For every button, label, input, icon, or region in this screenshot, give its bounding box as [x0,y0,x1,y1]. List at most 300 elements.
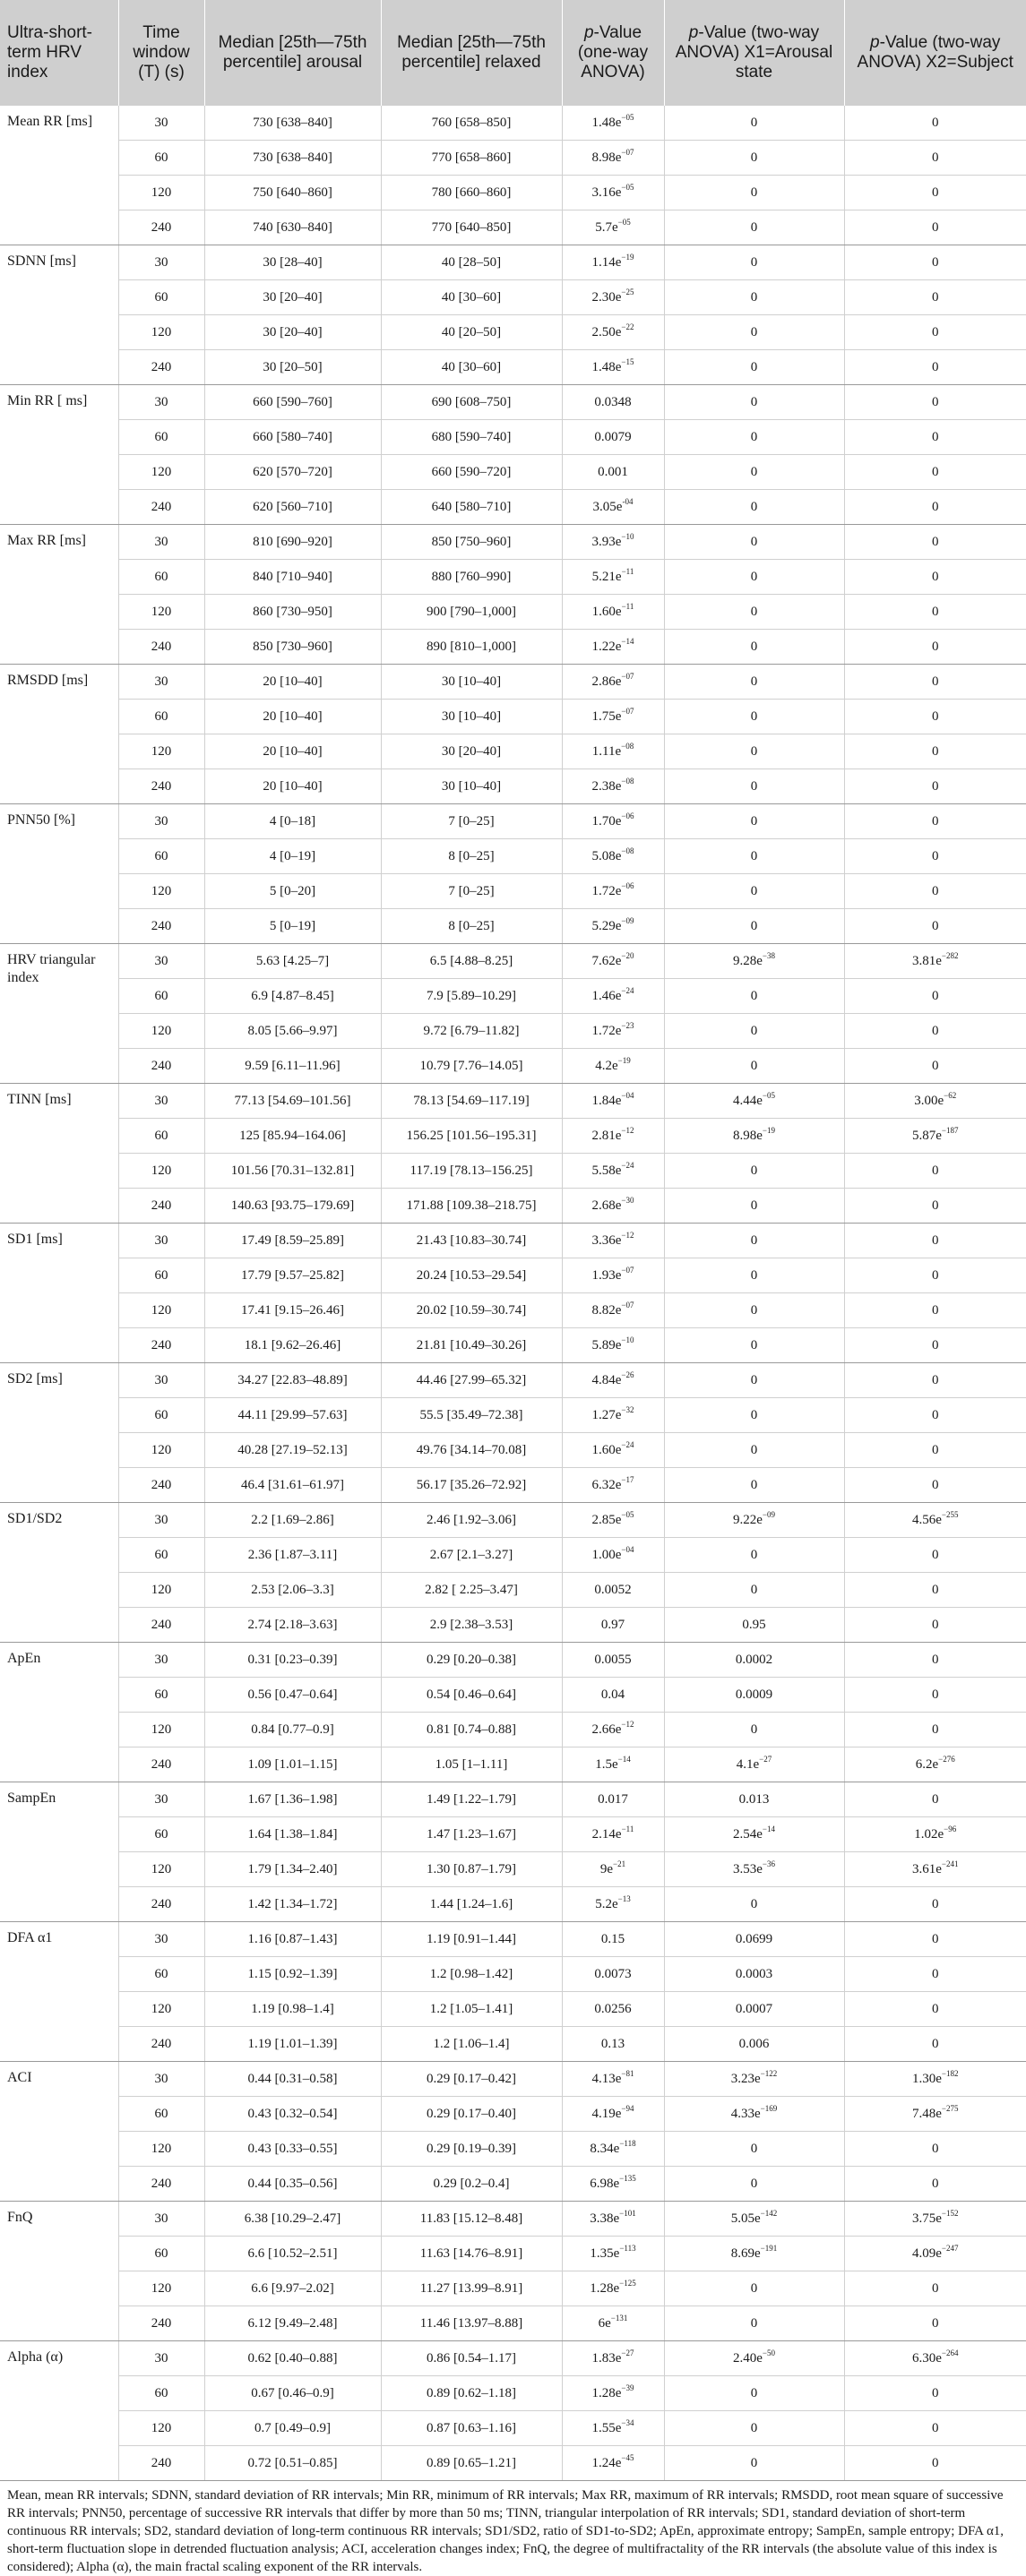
time-window-cell: 120 [118,1154,204,1189]
pvalue-x2-cell: 0 [844,385,1026,420]
time-window-cell: 30 [118,804,204,839]
relaxed-cell: 20.24 [10.53–29.54] [381,1258,562,1293]
pvalue-x1-cell: 0 [664,1887,844,1922]
table-row [0,630,1026,665]
relaxed-cell: 20.02 [10.59–30.74] [381,1293,562,1328]
table-body [0,106,1026,2481]
time-window-cell: 60 [118,141,204,176]
arousal-cell: 1.16 [0.87–1.43] [204,1922,381,1957]
time-window-cell: 60 [118,1538,204,1573]
arousal-cell: 2.53 [2.06–3.3] [204,1573,381,1608]
relaxed-cell: 2.9 [2.38–3.53] [381,1608,562,1643]
arousal-cell: 9.59 [6.11–11.96] [204,1049,381,1084]
time-window-cell: 240 [118,2167,204,2202]
time-window-cell: 30 [118,2341,204,2376]
pvalue-oneway-cell: 0.0052 [562,1573,664,1608]
table-row [0,979,1026,1014]
pvalue-oneway-cell: $1.24e^{-45}$ [562,2446,664,2481]
pvalue-oneway-cell: $1.48e^{-05}$ [562,106,664,141]
time-window-cell: 240 [118,490,204,525]
relaxed-cell: 2.82 [ 2.25–3.47] [381,1573,562,1608]
header-index: Ultra-short-term HRV index [0,0,118,106]
pvalue-oneway-cell: 0.15 [562,1922,664,1957]
pvalue-oneway-cell: 0.0055 [562,1643,664,1678]
table-row [0,2167,1026,2202]
pvalue-oneway-cell: $2.14e^{-11}$ [562,1817,664,1852]
relaxed-cell: 49.76 [34.14–70.08] [381,1433,562,1468]
relaxed-cell: 0.29 [0.19–0.39] [381,2132,562,2167]
pvalue-oneway-cell: $4.13e^{-81}$ [562,2062,664,2097]
pvalue-oneway-cell: $8.82e^{-07}$ [562,1293,664,1328]
arousal-cell: 30 [28–40] [204,245,381,280]
table-row [0,1328,1026,1363]
pvalue-oneway-cell: $2.30e^{-25}$ [562,280,664,315]
pvalue-x1-cell: 0 [664,2411,844,2446]
pvalue-x2-cell: 0 [844,420,1026,455]
pvalue-x2-cell: $4.56e^{-255}$ [844,1503,1026,1538]
pvalue-oneway-cell: $3.38e^{-101}$ [562,2202,664,2237]
pvalue-oneway-cell: $6.98e^{-135}$ [562,2167,664,2202]
table-row [0,1957,1026,1992]
arousal-cell: 620 [560–710] [204,490,381,525]
header-pvalue-twoway-x1-text: p-Value (two-way ANOVA) X1=Arousal state [675,23,833,82]
pvalue-x1-cell: 0 [664,630,844,665]
pvalue-x2-cell: 0 [844,560,1026,595]
hrv-index-cell: Min RR [ ms] [0,385,118,525]
pvalue-oneway-cell: $3.16e^{-05}$ [562,176,664,210]
relaxed-cell: 680 [590–740] [381,420,562,455]
relaxed-cell: 1.2 [1.05–1.41] [381,1992,562,2027]
pvalue-oneway-cell: $8.98e^{-07}$ [562,141,664,176]
relaxed-cell: 30 [10–40] [381,665,562,700]
arousal-cell: 620 [570–720] [204,455,381,490]
pvalue-x2-cell: 0 [844,1014,1026,1049]
pvalue-oneway-cell: 0.97 [562,1608,664,1643]
pvalue-x2-cell: 0 [844,1328,1026,1363]
relaxed-cell: 30 [20–40] [381,734,562,769]
time-window-cell: 30 [118,2202,204,2237]
pvalue-x2-cell: $3.75e^{-152}$ [844,2202,1026,2237]
table-row [0,1992,1026,2027]
arousal-cell: 125 [85.94–164.06] [204,1119,381,1154]
pvalue-oneway-cell: $6e^{-131}$ [562,2306,664,2341]
pvalue-x1-cell: 0 [664,700,844,734]
time-window-cell: 240 [118,1189,204,1224]
pvalue-oneway-cell: $1.46e^{-24}$ [562,979,664,1014]
pvalue-oneway-cell: $4.2e^{-19}$ [562,1049,664,1084]
table-row [0,280,1026,315]
time-window-cell: 60 [118,979,204,1014]
pvalue-x1-cell: 0 [664,769,844,804]
pvalue-oneway-cell: 0.0256 [562,1992,664,2027]
time-window-cell: 120 [118,455,204,490]
relaxed-cell: 660 [590–720] [381,455,562,490]
pvalue-x1-cell: 0 [664,1433,844,1468]
arousal-cell: 20 [10–40] [204,700,381,734]
table-row [0,734,1026,769]
pvalue-oneway-cell: $5.89e^{-10}$ [562,1328,664,1363]
relaxed-cell: 1.49 [1.22–1.79] [381,1782,562,1817]
arousal-cell: 1.67 [1.36–1.98] [204,1782,381,1817]
pvalue-x2-cell: 0 [844,734,1026,769]
relaxed-cell: 78.13 [54.69–117.19] [381,1084,562,1119]
hrv-index-cell: PNN50 [%] [0,804,118,944]
arousal-cell: 660 [580–740] [204,420,381,455]
pvalue-x2-cell: 0 [844,2167,1026,2202]
table-row [0,665,1026,700]
pvalue-x1-cell: 0 [664,734,844,769]
table-row [0,2237,1026,2271]
pvalue-oneway-cell: $5.2e^{-13}$ [562,1887,664,1922]
table-row [0,1014,1026,1049]
relaxed-cell: 0.89 [0.65–1.21] [381,2446,562,2481]
table-row [0,2271,1026,2306]
table-row [0,1817,1026,1852]
relaxed-cell: 156.25 [101.56–195.31] [381,1119,562,1154]
time-window-cell: 60 [118,560,204,595]
table-row [0,1433,1026,1468]
time-window-cell: 30 [118,525,204,560]
time-window-cell: 30 [118,1503,204,1538]
pvalue-x2-cell: 0 [844,2027,1026,2062]
time-window-cell: 120 [118,874,204,909]
pvalue-oneway-cell: $6.32e^{-17}$ [562,1468,664,1503]
table-row [0,1189,1026,1224]
pvalue-x1-cell: 0 [664,1189,844,1224]
pvalue-x1-cell: 0 [664,1049,844,1084]
pvalue-x1-cell: $4.33e^{-169}$ [664,2097,844,2132]
table-row [0,839,1026,874]
time-window-cell: 60 [118,2237,204,2271]
time-window-cell: 120 [118,1293,204,1328]
pvalue-x1-cell: 0 [664,1573,844,1608]
time-window-cell: 30 [118,245,204,280]
table-row [0,1503,1026,1538]
relaxed-cell: 117.19 [78.13–156.25] [381,1154,562,1189]
pvalue-x2-cell: 0 [844,2306,1026,2341]
pvalue-oneway-cell: $1.93e^{-07}$ [562,1258,664,1293]
pvalue-x1-cell: 0 [664,525,844,560]
pvalue-x1-cell: 0 [664,2446,844,2481]
hrv-index-cell: SD1/SD2 [0,1503,118,1643]
pvalue-x2-cell: 0 [844,1782,1026,1817]
relaxed-cell: 770 [640–850] [381,210,562,245]
hrv-index-cell: DFA α1 [0,1922,118,2062]
hrv-index-cell: Alpha (α) [0,2341,118,2481]
arousal-cell: 140.63 [93.75–179.69] [204,1189,381,1224]
pvalue-x2-cell: 0 [844,315,1026,350]
relaxed-cell: 56.17 [35.26–72.92] [381,1468,562,1503]
time-window-cell: 240 [118,1608,204,1643]
relaxed-cell: 0.81 [0.74–0.88] [381,1713,562,1747]
time-window-cell: 120 [118,2411,204,2446]
header-pvalue-twoway-x2 [844,0,1026,106]
pvalue-oneway-cell: $2.50e^{-22}$ [562,315,664,350]
pvalue-x1-cell: 0.0699 [664,1922,844,1957]
time-window-cell: 30 [118,106,204,141]
time-window-cell: 120 [118,2271,204,2306]
arousal-cell: 17.49 [8.59–25.89] [204,1224,381,1258]
relaxed-cell: 30 [10–40] [381,700,562,734]
table-row [0,385,1026,420]
table-row [0,2446,1026,2481]
time-window-cell: 120 [118,1014,204,1049]
time-window-cell: 240 [118,2446,204,2481]
pvalue-x2-cell: 0 [844,106,1026,141]
time-window-cell: 240 [118,350,204,385]
time-window-cell: 240 [118,1328,204,1363]
hrv-index-cell: FnQ [0,2202,118,2341]
pvalue-x1-cell: 0 [664,1468,844,1503]
header-median-relaxed: Median [25th—75th percentile] relaxed [381,0,562,106]
time-window-cell: 30 [118,944,204,979]
table-row [0,2306,1026,2341]
pvalue-oneway-cell: $4.84e^{-26}$ [562,1363,664,1398]
pvalue-oneway-cell: 0.13 [562,2027,664,2062]
pvalue-x1-cell: 0.013 [664,1782,844,1817]
pvalue-x1-cell: 0 [664,1014,844,1049]
pvalue-x2-cell: 0 [844,245,1026,280]
pvalue-x2-cell: 0 [844,1433,1026,1468]
time-window-cell: 60 [118,420,204,455]
relaxed-cell: 880 [760–990] [381,560,562,595]
pvalue-x1-cell: 0 [664,1328,844,1363]
arousal-cell: 4 [0–19] [204,839,381,874]
table-row [0,490,1026,525]
table-row [0,2341,1026,2376]
relaxed-cell: 770 [658–860] [381,141,562,176]
pvalue-x1-cell: 0 [664,176,844,210]
arousal-cell: 44.11 [29.99–57.63] [204,1398,381,1433]
pvalue-x1-cell: 0 [664,1363,844,1398]
relaxed-cell: 1.30 [0.87–1.79] [381,1852,562,1887]
table-row [0,1538,1026,1573]
arousal-cell: 0.44 [0.35–0.56] [204,2167,381,2202]
relaxed-cell: 7.9 [5.89–10.29] [381,979,562,1014]
arousal-cell: 30 [20–50] [204,350,381,385]
pvalue-x1-cell: 0 [664,665,844,700]
table-row [0,1049,1026,1084]
relaxed-cell: 21.81 [10.49–30.26] [381,1328,562,1363]
relaxed-cell: 30 [10–40] [381,769,562,804]
pvalue-x1-cell: 0 [664,2132,844,2167]
relaxed-cell: 40 [30–60] [381,280,562,315]
relaxed-cell: 2.46 [1.92–3.06] [381,1503,562,1538]
pvalue-x1-cell: $8.98e^{-19}$ [664,1119,844,1154]
pvalue-oneway-cell: $1.72e^{-06}$ [562,874,664,909]
pvalue-oneway-cell: $1.22e^{-14}$ [562,630,664,665]
arousal-cell: 860 [730–950] [204,595,381,630]
relaxed-cell: 1.44 [1.24–1.6] [381,1887,562,1922]
pvalue-x1-cell: 0.0003 [664,1957,844,1992]
pvalue-x2-cell: $3.61e^{-241}$ [844,1852,1026,1887]
arousal-cell: 0.7 [0.49–0.9] [204,2411,381,2446]
pvalue-x1-cell: 0 [664,490,844,525]
pvalue-x2-cell: 0 [844,350,1026,385]
hrv-index-cell: SD2 [ms] [0,1363,118,1503]
pvalue-oneway-cell: 0.0348 [562,385,664,420]
pvalue-oneway-cell: 0.0079 [562,420,664,455]
pvalue-x1-cell: 0 [664,2376,844,2411]
pvalue-oneway-cell: $1.83e^{-27}$ [562,2341,664,2376]
time-window-cell: 240 [118,769,204,804]
time-window-cell: 60 [118,2097,204,2132]
pvalue-oneway-cell: $1.84e^{-04}$ [562,1084,664,1119]
hrv-index-cell: Max RR [ms] [0,525,118,665]
time-window-cell: 120 [118,1992,204,2027]
table-row [0,1258,1026,1293]
relaxed-cell: 0.89 [0.62–1.18] [381,2376,562,2411]
table-row [0,1363,1026,1398]
arousal-cell: 77.13 [54.69–101.56] [204,1084,381,1119]
pvalue-x2-cell: 0 [844,1957,1026,1992]
pvalue-x2-cell: 0 [844,280,1026,315]
pvalue-x1-cell: 0 [664,106,844,141]
table-row [0,2411,1026,2446]
relaxed-cell: 1.19 [0.91–1.44] [381,1922,562,1957]
arousal-cell: 5 [0–19] [204,909,381,944]
relaxed-cell: 8 [0–25] [381,839,562,874]
hrv-index-cell: SDNN [ms] [0,245,118,385]
pvalue-oneway-cell: $2.68e^{-30}$ [562,1189,664,1224]
relaxed-cell: 11.46 [13.97–8.88] [381,2306,562,2341]
relaxed-cell: 55.5 [35.49–72.38] [381,1398,562,1433]
pvalue-oneway-cell: $5.7e^{-05}$ [562,210,664,245]
pvalue-oneway-cell: $2.66e^{-12}$ [562,1713,664,1747]
time-window-cell: 120 [118,1573,204,1608]
time-window-cell: 60 [118,280,204,315]
arousal-cell: 1.19 [0.98–1.4] [204,1992,381,2027]
table-row [0,1747,1026,1782]
relaxed-cell: 690 [608–750] [381,385,562,420]
table-row [0,1293,1026,1328]
arousal-cell: 1.79 [1.34–2.40] [204,1852,381,1887]
pvalue-x1-cell: 0 [664,1224,844,1258]
pvalue-oneway-cell: $2.81e^{-12}$ [562,1119,664,1154]
pvalue-x2-cell: $1.30e^{-182}$ [844,2062,1026,2097]
arousal-cell: 750 [640–860] [204,176,381,210]
table-row [0,1713,1026,1747]
pvalue-oneway-cell: $1.72e^{-23}$ [562,1014,664,1049]
pvalue-oneway-cell: $2.85e^{-05}$ [562,1503,664,1538]
arousal-cell: 0.43 [0.33–0.55] [204,2132,381,2167]
pvalue-x1-cell: 0 [664,1713,844,1747]
arousal-cell: 730 [638–840] [204,106,381,141]
arousal-cell: 30 [20–40] [204,280,381,315]
arousal-cell: 46.4 [31.61–61.97] [204,1468,381,1503]
pvalue-x1-cell: 0 [664,839,844,874]
pvalue-oneway-cell: $1.5e^{-14}$ [562,1747,664,1782]
pvalue-oneway-cell: 0.04 [562,1678,664,1713]
pvalue-oneway-cell: $1.70e^{-06}$ [562,804,664,839]
table-row [0,2097,1026,2132]
pvalue-oneway-cell: $1.28e^{-125}$ [562,2271,664,2306]
table-row [0,176,1026,210]
pvalue-x1-cell: 0.0009 [664,1678,844,1713]
pvalue-oneway-cell: $1.14e^{-19}$ [562,245,664,280]
time-window-cell: 120 [118,734,204,769]
arousal-cell: 6.9 [4.87–8.45] [204,979,381,1014]
table-row [0,1224,1026,1258]
relaxed-cell: 640 [580–710] [381,490,562,525]
relaxed-cell: 850 [750–960] [381,525,562,560]
time-window-cell: 60 [118,2376,204,2411]
pvalue-x1-cell: 0 [664,874,844,909]
relaxed-cell: 9.72 [6.79–11.82] [381,1014,562,1049]
pvalue-x2-cell: 0 [844,455,1026,490]
time-window-cell: 30 [118,2062,204,2097]
time-window-cell: 120 [118,1852,204,1887]
pvalue-x1-cell: 0 [664,315,844,350]
pvalue-x1-cell: 0 [664,2271,844,2306]
pvalue-x1-cell: 0 [664,1154,844,1189]
pvalue-x2-cell: $3.00e^{-62}$ [844,1084,1026,1119]
pvalue-x1-cell: $5.05e^{-142}$ [664,2202,844,2237]
pvalue-oneway-cell: $5.58e^{-24}$ [562,1154,664,1189]
pvalue-oneway-cell: $5.29e^{-09}$ [562,909,664,944]
time-window-cell: 30 [118,1643,204,1678]
pvalue-x1-cell: 0 [664,560,844,595]
arousal-cell: 2.36 [1.87–3.11] [204,1538,381,1573]
table-row [0,1398,1026,1433]
arousal-cell: 30 [20–40] [204,315,381,350]
arousal-cell: 0.62 [0.40–0.88] [204,2341,381,2376]
pvalue-x2-cell: 0 [844,2132,1026,2167]
time-window-cell: 60 [118,839,204,874]
time-window-cell: 60 [118,1678,204,1713]
time-window-cell: 60 [118,1398,204,1433]
pvalue-x1-cell: 0 [664,1293,844,1328]
pvalue-x1-cell: 0 [664,979,844,1014]
arousal-cell: 1.64 [1.38–1.84] [204,1817,381,1852]
arousal-cell: 660 [590–760] [204,385,381,420]
pvalue-oneway-cell: $5.08e^{-08}$ [562,839,664,874]
arousal-cell: 40.28 [27.19–52.13] [204,1433,381,1468]
time-window-cell: 240 [118,2027,204,2062]
relaxed-cell: 21.43 [10.83–30.74] [381,1224,562,1258]
table-row [0,350,1026,385]
arousal-cell: 0.56 [0.47–0.64] [204,1678,381,1713]
table-row [0,700,1026,734]
arousal-cell: 0.31 [0.23–0.39] [204,1643,381,1678]
relaxed-cell: 780 [660–860] [381,176,562,210]
time-window-cell: 240 [118,1049,204,1084]
time-window-cell: 120 [118,595,204,630]
pvalue-x2-cell: 0 [844,630,1026,665]
relaxed-cell: 11.27 [13.99–8.91] [381,2271,562,2306]
hrv-index-cell: HRV triangular index [0,944,118,1084]
arousal-cell: 1.09 [1.01–1.15] [204,1747,381,1782]
arousal-cell: 2.2 [1.69–2.86] [204,1503,381,1538]
table-row [0,1887,1026,1922]
arousal-cell: 0.72 [0.51–0.85] [204,2446,381,2481]
pvalue-oneway-cell: $1.48e^{-15}$ [562,350,664,385]
time-window-cell: 30 [118,1224,204,1258]
pvalue-x2-cell: 0 [844,1538,1026,1573]
pvalue-x2-cell: 0 [844,839,1026,874]
pvalue-x1-cell: 0 [664,1398,844,1433]
hrv-index-cell: SD1 [ms] [0,1224,118,1363]
pvalue-x2-cell: 0 [844,1154,1026,1189]
pvalue-oneway-cell: $3.05e^{-04}$ [562,490,664,525]
table-row [0,2376,1026,2411]
arousal-cell: 20 [10–40] [204,665,381,700]
arousal-cell: 840 [710–940] [204,560,381,595]
pvalue-x2-cell: 0 [844,2446,1026,2481]
pvalue-x2-cell: 0 [844,2411,1026,2446]
pvalue-x2-cell: 0 [844,210,1026,245]
relaxed-cell: 900 [790–1,000] [381,595,562,630]
